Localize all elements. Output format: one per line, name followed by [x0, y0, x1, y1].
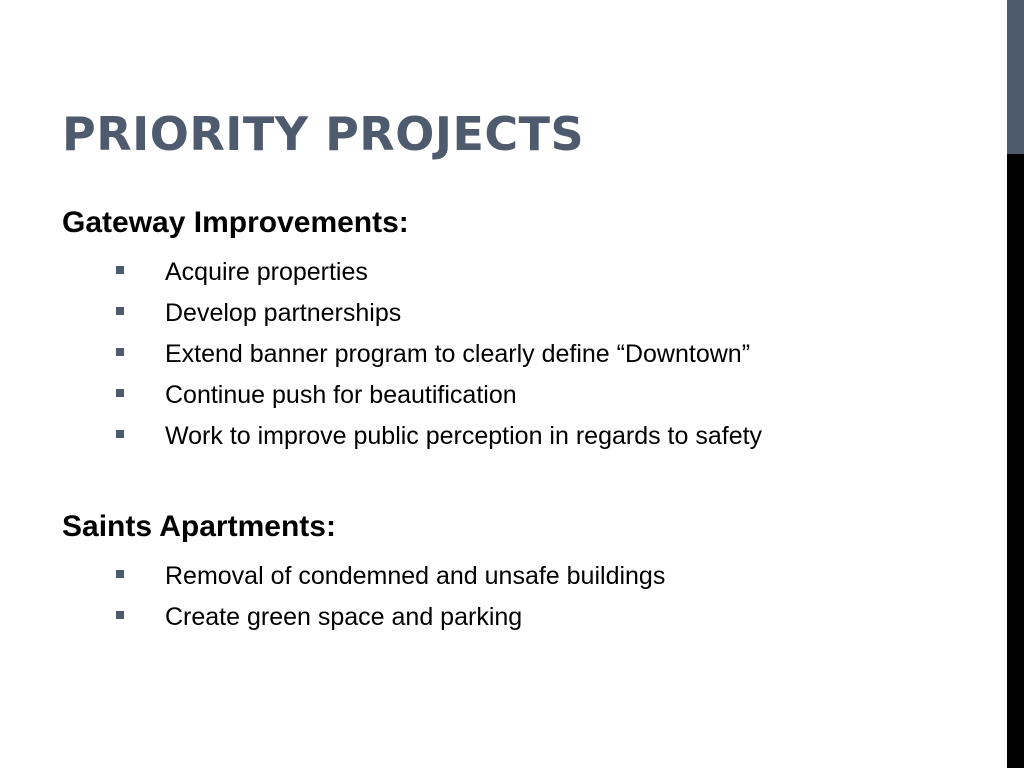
square-bullet-icon	[116, 570, 124, 578]
list-item-text: Extend banner program to clearly define “Downtown”	[165, 340, 751, 368]
section-saints-apartments	[62, 507, 962, 643]
square-bullet-icon	[116, 430, 124, 438]
square-bullet-icon	[116, 348, 124, 356]
section-heading: Saints Apartments:	[62, 510, 336, 543]
list-item-text: Develop partnerships	[165, 299, 402, 327]
list-item-text: Acquire properties	[165, 258, 368, 286]
side-accent-bar-top	[1007, 0, 1024, 154]
bullet-list	[62, 257, 962, 462]
list-item	[62, 380, 962, 421]
list-item-text: Work to improve public perception in regards to safety	[165, 422, 763, 450]
section-gateway-improvements	[62, 203, 962, 462]
square-bullet-icon	[116, 266, 124, 274]
list-item	[62, 421, 962, 462]
slide-title: PRIORITY PROJECTS	[62, 107, 585, 161]
square-bullet-icon	[116, 611, 124, 619]
bullet-list	[62, 561, 962, 643]
list-item	[62, 339, 962, 380]
list-item-text: Removal of condemned and unsafe buildings	[165, 562, 666, 590]
list-item	[62, 561, 962, 602]
square-bullet-icon	[116, 389, 124, 397]
list-item-text: Create green space and parking	[165, 603, 523, 631]
list-item	[62, 257, 962, 298]
list-item-text: Continue push for beautification	[165, 381, 517, 409]
list-item	[62, 298, 962, 339]
section-heading: Gateway Improvements:	[62, 206, 409, 239]
square-bullet-icon	[116, 307, 124, 315]
list-item	[62, 602, 962, 643]
side-accent-bar-bottom	[1007, 154, 1024, 768]
